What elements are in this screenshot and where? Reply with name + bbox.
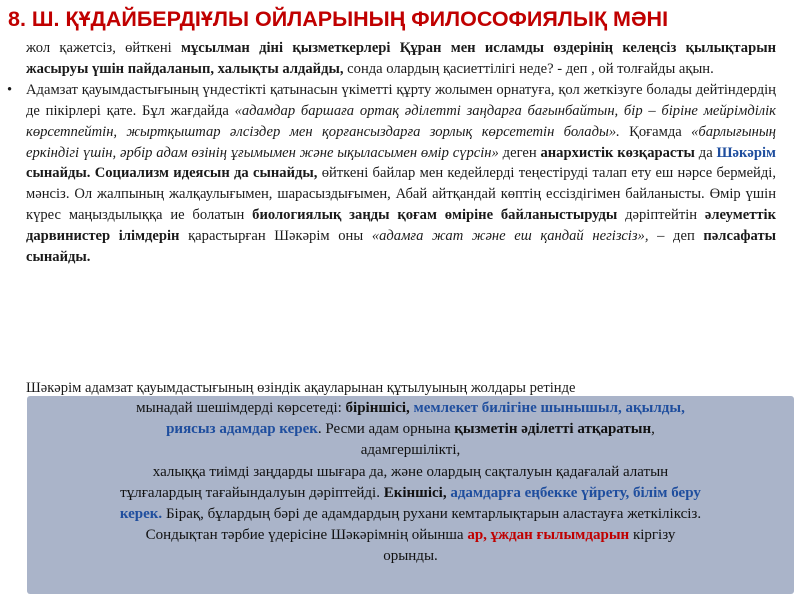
box-line-4: халыққа тиімді заңдарды шығара да, және олардың сақталуын қадағалай алатын bbox=[152, 463, 669, 480]
paragraph-2: • Адамзат қауымдастығының үндестікті қатынасын үкіметті құрту жолымен орнатуға, қол жеткізуге болады дейтіндердің де пікірлері қате. Бұл жағдайда «адамдар баршаға ортақ әділетті заңдарға бағынбайтын, бір – біріне мейрімділік көрсетпейтін, жыртқыштар әлсіздер мен қорғансыздарға зорлық көрсететін болады». Қоғамда «барлығының еркіндігі үшін, әрбір адам өзінің ұғымымен және ықыласымен өмір сүрсін» деген анархистік көзқарасты да Шәкәрім сынайды. Социализм идеясын да сынайды, өйткені байлар мен кедейлерді теңестіруді талап ету еш нәрсе бермейді, мәнсіз. Ол жалпының жалқаулығымен, шарасыздығымен, Абай айтқандай көптің ессіздігімен байланысты. Өмір үшін күрес маңыздылыққа ие болатын биологиялық заңды қоғам өміріне байланыстыруды дәріптейтін әлеуметтік дарвинистер ілімдерін қарастырған Шәкәрім оны «адамға жат және еш қандай негізсіз», – деп пәлсафаты сынайды. bbox=[7, 81, 777, 266]
box-line-6: керек. Бірақ, бұлардың бәрі де адамдардың рухани кемтарлықтарын аластауға жеткіліксіз. bbox=[119, 506, 702, 523]
box-line-7: Сондықтан тәрбие үдерісіне Шәкәрімнің ойынша ар, ұждан ғылымдарын кіргізу bbox=[145, 527, 676, 544]
main-text bbox=[7, 38, 777, 268]
box-line-2: риясыз адамдар керек. Ресми адам орнына қызметін әділетті атқаратын, bbox=[166, 421, 655, 438]
paragraph-1: жол қажетсіз, өйткені мұсылман діні қызметкерлері Құран мен исламды өздерінің келеңсіз қылықтарын жасыруы үшін пайдаланып, халықты алдайды, сонда олардың қасиеттілігі неде? - деп , ой толғайды ақын. bbox=[26, 40, 776, 77]
box-line-3: адамгершілікті, bbox=[360, 442, 461, 459]
box-line-8: орынды. bbox=[383, 548, 438, 565]
overlap-line: Шәкәрім адамзат қауымдастығының өзіндік ақауларынан құтылуының жолдары ретінде bbox=[26, 380, 576, 396]
slide-title: 8. Ш. ҚҰДАЙБЕРДІҰЛЫ ОЙЛАРЫНЫҢ ФИЛОСОФИЯЛЫҚ МӘНІ bbox=[8, 7, 669, 31]
box-line-1: мынадай шешімдерді көрсетеді: біріншісі, мемлекет билігіне шынышыл, ақылды, bbox=[136, 400, 685, 416]
bullet-icon: • bbox=[7, 81, 13, 98]
box-line-5: тұлғалардың тағайындалуын дәріптейді. Екіншісі, адамдарға еңбекке үйрету, білім беру bbox=[120, 484, 701, 501]
highlight-box bbox=[27, 396, 794, 594]
